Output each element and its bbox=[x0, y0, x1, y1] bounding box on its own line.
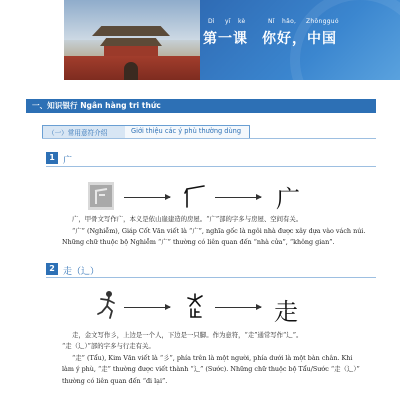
lesson-number-title: 第一课 bbox=[203, 31, 248, 47]
explanation-paragraph: làm ý phù, “走” thường được viết thành “⻌” (Sước). Những chữ thuộc bộ Tẩu/Sước “走（⻌）” bbox=[62, 365, 360, 373]
evolution-arrow bbox=[124, 307, 170, 308]
evolution-arrow bbox=[215, 197, 261, 198]
evolution-arrow bbox=[124, 197, 170, 198]
pinyin-zhongguo: Zhōngguó bbox=[306, 18, 339, 25]
header-photo-tiananmen bbox=[64, 0, 200, 80]
pinyin-ni: Nǐ bbox=[268, 18, 275, 25]
explanation-paragraph: 走，金文写作⼺，上边是一个人，下边是一只脚。作为意符，“走”通常写作“⻌”。 bbox=[72, 331, 303, 339]
modern-character-glyph: 走 bbox=[274, 298, 298, 326]
subsection-title: Giới thiệu các ý phù thường dùng bbox=[131, 127, 242, 135]
explanation-paragraph: “广” (Nghiễm), Giáp Cốt Văn viết là “⼴”, nghĩa gốc là ngôi nhà được xây dựa vào vách núi. bbox=[72, 227, 366, 235]
subsection-underline bbox=[42, 138, 376, 139]
running-figure-image bbox=[96, 290, 120, 320]
explanation-paragraph: “走（⻌）”部的字多与行走有关。 bbox=[62, 342, 155, 350]
oracle-bone-glyph bbox=[184, 183, 206, 209]
pinyin-ke: kè bbox=[238, 18, 246, 25]
lesson-header bbox=[0, 0, 400, 80]
item-radical-label: 广 bbox=[63, 156, 73, 166]
bronze-script-glyph bbox=[183, 292, 207, 320]
pinyin-hao: hǎo, bbox=[282, 18, 297, 25]
header-title-panel bbox=[200, 0, 400, 80]
item-divider bbox=[46, 277, 376, 278]
item-radical-label: 走（⻌） bbox=[63, 267, 100, 277]
pinyin-di: Dì bbox=[208, 18, 215, 25]
section-title-bar bbox=[26, 99, 376, 113]
explanation-paragraph: Những chữ thuộc bộ Nghiễm “广” thường có liên quan đến “nhà cửa”, “không gian”. bbox=[62, 238, 335, 246]
section-title: 一、知识银行 Ngân hàng tri thức bbox=[32, 101, 161, 110]
subsection-header bbox=[42, 125, 250, 139]
lesson-main-title: 你好，中国 bbox=[262, 31, 337, 47]
subsection-tag-label: （一）常用意符介绍 bbox=[48, 129, 108, 137]
item-divider bbox=[46, 166, 376, 167]
explanation-paragraph: thường có liên quan đến “đi lại”. bbox=[62, 377, 168, 385]
explanation-paragraph: 广，甲骨文写作⼴，本义是依山崖建造的房屋。“广”部的字多与房屋、空间有关。 bbox=[72, 215, 303, 223]
explanation-paragraph: “走” (Tẩu), Kim Văn viết là “⼺”, phía trên là một người, phía dưới là một bàn chân. Khi bbox=[72, 354, 353, 362]
item-number-badge: 2 bbox=[46, 263, 58, 275]
pinyin-yi: yī bbox=[225, 18, 231, 25]
modern-character-glyph: 广 bbox=[276, 185, 300, 213]
item-number-badge: 1 bbox=[46, 152, 58, 164]
oracle-bone-rubbing-image bbox=[88, 182, 114, 210]
evolution-arrow bbox=[215, 307, 261, 308]
subsection-tag bbox=[43, 126, 125, 138]
